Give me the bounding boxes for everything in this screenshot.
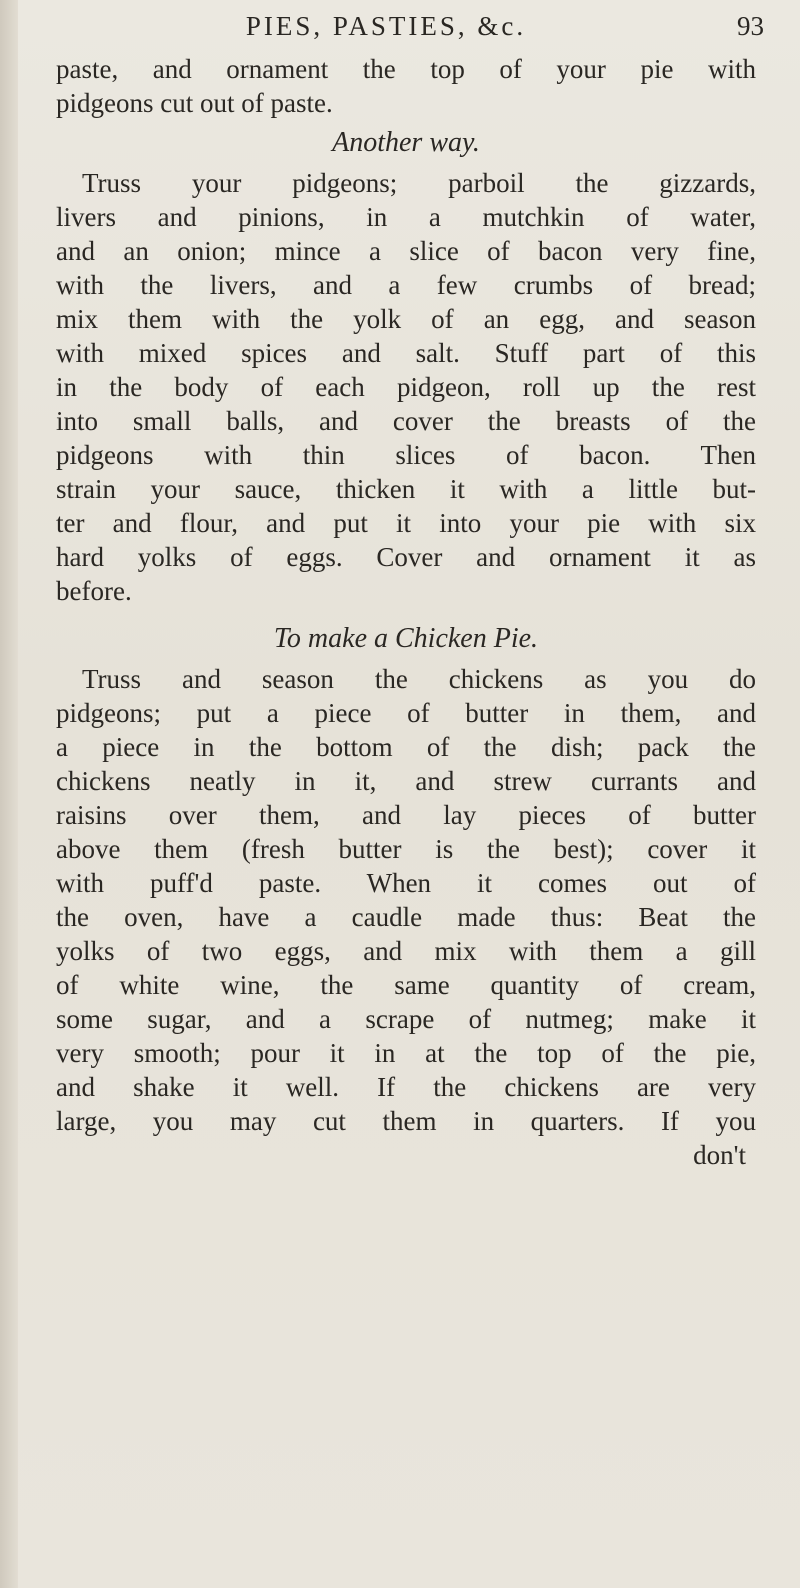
running-head xyxy=(56,6,776,46)
text-line: large, you may cut them in quarters. If you xyxy=(56,1106,756,1136)
text-line: Truss your pidgeons; parboil the gizzards, xyxy=(82,168,756,198)
text-line: with puff'd paste. When it comes out of xyxy=(56,868,756,898)
text-line: strain your sauce, thicken it with a little but- xyxy=(56,474,756,504)
text-line: livers and pinions, in a mutchkin of water, xyxy=(56,202,756,232)
page-number: 93 xyxy=(737,11,764,41)
section-heading: Another way. xyxy=(332,127,480,158)
text-line: raisins over them, and lay pieces of butter xyxy=(56,800,756,830)
text-line: ter and flour, and put it into your pie with six xyxy=(56,508,756,538)
text-line: into small balls, and cover the breasts of the xyxy=(56,406,756,436)
text-line: some sugar, and a scrape of nutmeg; make it xyxy=(56,1004,756,1034)
page-body xyxy=(56,52,756,1172)
text-line: yolks of two eggs, and mix with them a gill xyxy=(56,936,756,966)
text-line: hard yolks of eggs. Cover and ornament it as xyxy=(56,542,756,572)
text-line: with mixed spices and salt. Stuff part of this xyxy=(56,338,756,368)
text-line: a piece in the bottom of the dish; pack the xyxy=(56,732,756,762)
text-line: above them (fresh butter is the best); cover it xyxy=(56,834,756,864)
text-line: pidgeons; put a piece of butter in them, and xyxy=(56,698,756,728)
section-heading: To make a Chicken Pie. xyxy=(273,623,539,654)
running-title: PIES, PASTIES, &c. xyxy=(245,11,527,41)
text-line: very smooth; pour it in at the top of the pie, xyxy=(56,1038,756,1068)
text-line: paste, and ornament the top of your pie with xyxy=(56,54,756,84)
catchword: don't xyxy=(693,1140,746,1170)
text-line: in the body of each pidgeon, roll up the rest xyxy=(56,372,756,402)
text-line: pidgeons with thin slices of bacon. Then xyxy=(56,440,756,470)
text-line: of white wine, the same quantity of cream, xyxy=(56,970,756,1000)
text-line: Truss and season the chickens as you do xyxy=(82,664,756,694)
text-line: the oven, have a caudle made thus: Beat the xyxy=(56,902,756,932)
text-line: before. xyxy=(56,576,132,606)
text-line: pidgeons cut out of paste. xyxy=(56,88,333,118)
text-line: chickens neatly in it, and strew currants and xyxy=(56,766,756,796)
text-line: and shake it well. If the chickens are very xyxy=(56,1072,756,1102)
text-line: mix them with the yolk of an egg, and season xyxy=(56,304,756,334)
page-gutter xyxy=(0,0,18,1588)
text-line: with the livers, and a few crumbs of bread; xyxy=(56,270,756,300)
text-line: and an onion; mince a slice of bacon very fine, xyxy=(56,236,756,266)
